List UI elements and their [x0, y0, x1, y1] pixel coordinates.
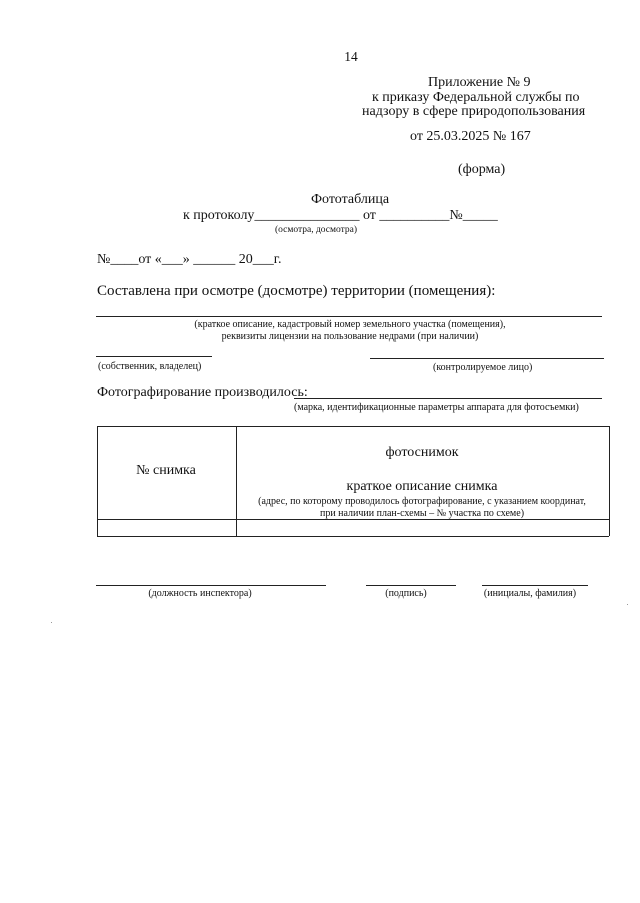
- appendix-line-3: надзору в сфере природопользования: [362, 104, 586, 119]
- photo-label: Фотографирование производилось:: [97, 385, 308, 400]
- table-border-top: [97, 426, 609, 427]
- protocol-number-blank[interactable]: _____: [462, 208, 498, 223]
- position-line[interactable]: [96, 585, 326, 586]
- appendix-line-4: от 25.03.2025 № 167: [410, 129, 531, 144]
- photo-caption: (марка, идентификационные параметры аппарата для фотосъемки): [294, 402, 579, 413]
- form-label: (форма): [458, 162, 506, 177]
- signature-caption: (подпись): [385, 588, 427, 599]
- controlled-caption: (контролируемое лицо): [433, 362, 533, 373]
- compiled-heading: Составлена при осмотре (досмотре) территории (помещения):: [97, 283, 496, 299]
- scan-mark: [51, 622, 52, 623]
- protocol-number-sign: №: [449, 208, 463, 223]
- protocol-date-blank[interactable]: __________: [379, 208, 450, 223]
- protocol-caption: (осмотра, досмотра): [274, 225, 358, 235]
- table-header-note-1: (адрес, по которому проводилось фотографирование, с указанием координат,: [258, 496, 586, 507]
- protocol-line: [183, 208, 498, 224]
- protocol-from-label: от: [362, 208, 376, 223]
- scan-mark: [627, 604, 628, 605]
- appendix-line-2: к приказу Федеральной службы по: [372, 90, 580, 105]
- table-header-description: краткое описание снимка: [346, 479, 498, 494]
- table-header-note-2: при наличии план-схемы – № участка по схеме): [319, 508, 525, 519]
- name-line[interactable]: [482, 585, 588, 586]
- table-border-right: [609, 426, 610, 536]
- table-header-photo: фотоснимок: [385, 445, 459, 460]
- signature-line[interactable]: [366, 585, 456, 586]
- table-cell-photo-description[interactable]: [237, 520, 609, 536]
- description-caption-1: (краткое описание, кадастровый номер земельного участка (помещения),: [194, 319, 506, 330]
- protocol-prefix: к протоколу: [183, 208, 255, 223]
- table-cell-photo-number[interactable]: [98, 520, 236, 536]
- protocol-blank[interactable]: _______________: [254, 208, 360, 223]
- owner-caption: (собственник, владелец): [98, 361, 202, 372]
- controlled-line[interactable]: [370, 358, 604, 359]
- position-caption: (должность инспектора): [148, 588, 252, 599]
- number-date-line[interactable]: №____от «___» ______ 20___г.: [97, 252, 282, 267]
- photo-line[interactable]: [294, 398, 602, 399]
- name-caption: (инициалы, фамилия): [483, 588, 577, 599]
- page-number: 14: [344, 49, 358, 64]
- description-line[interactable]: [96, 316, 602, 317]
- appendix-line-1: Приложение № 9: [428, 75, 531, 90]
- description-caption-2: реквизиты лицензии на пользование недрами (при наличии): [221, 331, 479, 342]
- document-title: Фототаблица: [310, 192, 390, 207]
- owner-line[interactable]: [96, 356, 212, 357]
- table-header-photo-number: № снимка: [136, 463, 196, 478]
- table-border-bottom: [97, 536, 609, 537]
